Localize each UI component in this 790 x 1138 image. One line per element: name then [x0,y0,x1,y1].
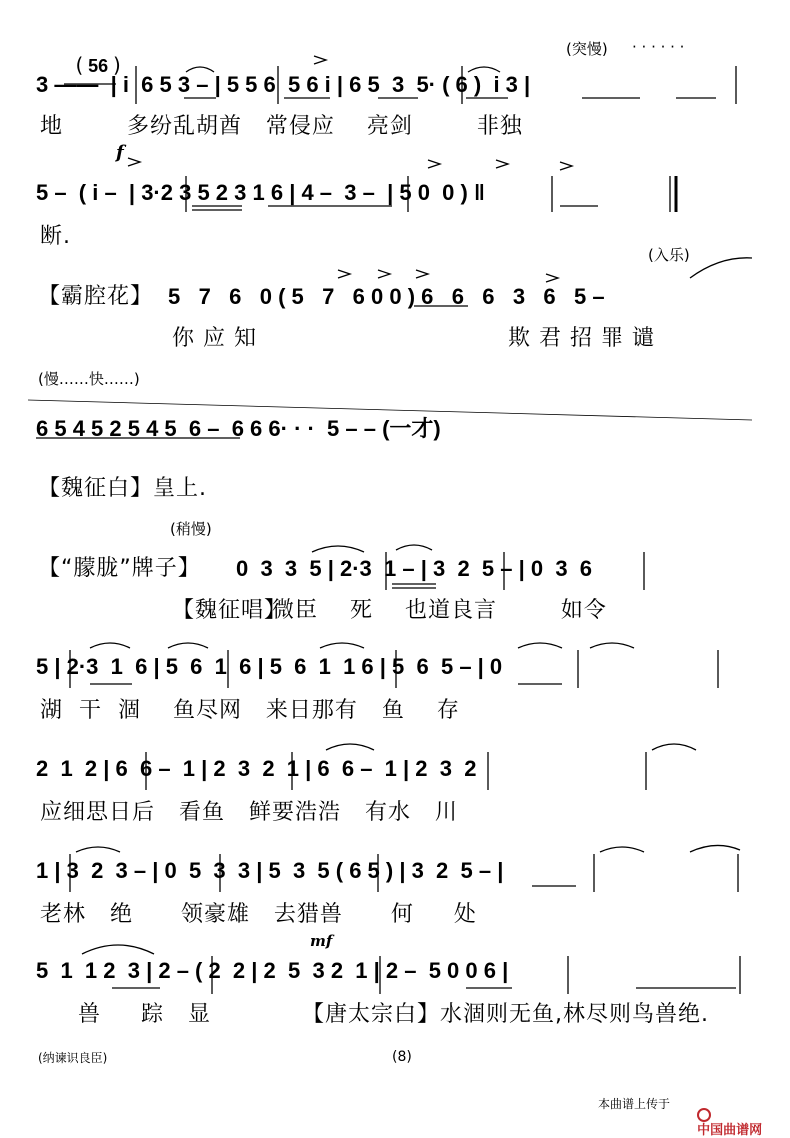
notation-line-2: 5 – ( i – | 3·2 3 5 2 3 1 6 | 4 – 3 – | 5 0 0 ) ‖ [36,180,485,205]
notation-line-6: 0 3 3 5 | 2·3 1 – | 3 2 5 – | 0 3 6 [236,556,593,581]
tempo-mark-slow-fast: (慢……快……) [38,370,140,388]
spoken-line-weizheng: 【魏征白】皇上. [38,476,207,501]
notation-line-9: 1 | 3 2 3 – | 0 5 3 3 | 5 3 5 ( 6 5 ) | 3 2 5 – | [36,858,504,883]
spoken-line-taizong: 【唐太宗白】水涸则无鱼,林尽则鸟兽绝. [302,1002,709,1027]
bracket-notes: ( 56 ) [75,53,121,77]
tempo-mark-enter-music: (入乐) [648,246,690,264]
notation-line-3: 5 7 6 0 ( 5 7 6 0 0 ) 6 6 6 3 6 5 – [168,284,605,309]
section-label-bqh: 【霸腔花】 [38,284,154,309]
notation-line-8: 2 1 2 | 6 6 – 1 | 2 3 2 1 | 6 6 – 1 | 2 3 2 [36,756,477,781]
notation-line-4: 6 5 4 5 2 5 4 5 6 – 6 6 6· · · 5 – – (一才) [36,416,441,441]
site-logo: 中国曲谱网 [688,1095,762,1137]
tempo-mark-sudden-slow: (突慢) [566,40,608,58]
lyrics-line-1: 地 多纷乱胡酋 常侵应 亮剑 非独 [40,114,523,139]
lyrics-line-3-right: 欺 君 招 罪 谴 [508,326,655,351]
notation-line-1: 3 —— | i 6 5 3 – | 5 5 6 5 6 i | 6 5 3 5· ( 6 ) i 3 | [36,72,531,97]
notation-line-10: 5 1 1 2 3 | 2 – ( 2 2 | 2 5 3 2 1 | 2 – 5 0 0 6 | [36,958,509,983]
singer-label: 【魏征唱】 [172,598,288,623]
notation-line-7: 5 | 2·3 1 6 | 5 6 1 6 | 5 6 1 1 6 | 5 6 5 – | 0 [36,654,503,679]
lyrics-line-3-left: 你 应 知 [172,326,257,351]
lyrics-line-10: 兽 踪 显 [78,1002,211,1027]
lyrics-line-8: 应细思日后 看鱼 鲜要浩浩 有水 川 [40,800,458,825]
lyrics-line-6: 微臣 死 也道良言 如令 [272,598,607,623]
footer-title: (纳谏识良臣) [38,1051,108,1065]
section-label-menglong: 【“朦胧”牌子】 [38,556,201,581]
tempo-mark-slightly-slow: (稍慢) [170,520,212,538]
dynamic-mezzo-forte: mf [310,932,333,950]
dynamic-forte: f [116,142,124,163]
page-number: (8) [392,1049,412,1065]
tempo-dots: · · · · · · [632,38,685,56]
lyrics-line-7: 湖 干 涸 鱼尽网 来日那有 鱼 存 [40,698,460,723]
upload-credit: 本曲谱上传于 [598,1097,671,1111]
lyrics-line-9: 老林 绝 领豪雄 去猎兽 何 处 [40,902,477,927]
lyrics-line-2: 断. [40,224,71,249]
